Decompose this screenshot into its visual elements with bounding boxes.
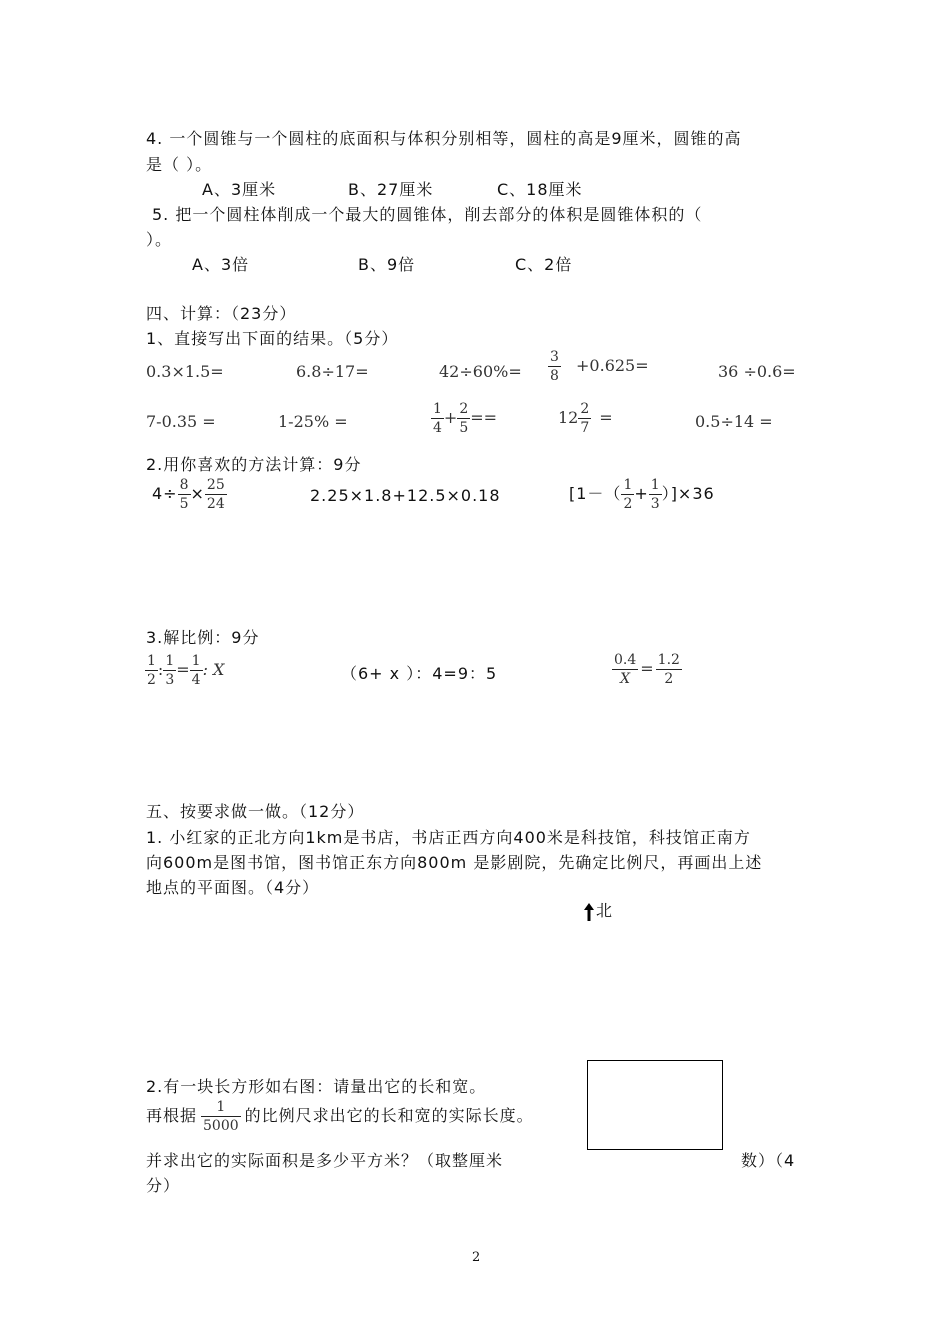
proportion-3: $\frac{0.4}{X}$ = $\frac{1.2}{2}$ [614,652,680,687]
proportion-1: $\frac{1}{2}$ : $\frac{1}{3}$ = $\frac{1}{4}$ : X [147,653,225,688]
section4-sub3: 3.解比例：9分 [146,628,260,647]
proportion-2: （6+ x ）：4=9：5 [341,664,498,683]
q4-option-c: C、18厘米 [497,180,583,199]
sec5-q2-line2: 再根据 $\frac{1}{5000}$ 的比例尺求出它的长和宽的实际长度。 [146,1099,534,1134]
section4-sub1: 1、直接写出下面的结果。（5分） [146,329,399,348]
calc-r2-e5: 0.5÷14 = [695,412,773,431]
calc-r2-e4: 12 $\frac{2}{7}$ = [558,401,613,436]
sec5-q2-line3: 并求出它的实际面积是多少平方米？（取整厘米 [146,1151,504,1170]
calc-r1-e5: 36 ÷0.6= [718,362,796,381]
sec5-q1-line3: 地点的平面图。（4分） [146,878,320,897]
north-indicator [582,898,613,922]
q4-option-b: B、27厘米 [348,180,434,199]
sec5-q2-line4: 分） [146,1176,181,1195]
q5-option-b: B、9倍 [358,255,416,274]
q4-line1: 4. 一个圆锥与一个圆柱的底面积与体积分别相等，圆柱的高是9厘米，圆锥的高 [146,129,742,148]
north-label: 北 [596,901,614,920]
q5-line1: 5. 把一个圆柱体削成一个最大的圆锥体，削去部分的体积是圆锥体积的（ [152,205,703,224]
calc2-expr3: [1－（ $\frac{1}{2}$ + $\frac{1}{3}$ ）]×36 [569,477,715,512]
calc-r1-e2: 6.8÷17= [296,362,369,381]
page-number: 2 [472,1250,481,1265]
sec5-q2-line1: 2.有一块长方形如右图：请量出它的长和宽。 [146,1077,487,1096]
section5-title: 五、按要求做一做。（12分） [146,802,365,821]
calc-r1-e3: 42÷60%= [439,362,522,381]
calc2-expr2: 2.25×1.8+12.5×0.18 [310,486,501,505]
calc-r2-e1: 7-0.35 = [146,412,216,431]
calc-r2-e3: $\frac{1}{4}$ + $\frac{2}{5}$ == [433,401,498,436]
calc2-expr1: 4÷ $\frac{8}{5}$ × $\frac{25}{24}$ [152,477,225,512]
north-arrow-icon [582,902,596,922]
sec5-q1-line1: 1. 小红家的正北方向1km是书店，书店正西方向400米是科技馆，科技馆正南方 [146,828,751,847]
calc-r1-e1: 0.3×1.5= [146,362,224,381]
sec5-q1-line2: 向600m是图书馆，图书馆正东方向800m 是影剧院，先确定比例尺，再画出上述 [146,853,763,872]
q5-option-a: A、3倍 [192,255,250,274]
q5-option-c: C、2倍 [515,255,573,274]
sec5-q2-line3-tail: 数）（4 [741,1151,796,1170]
section4-title: 四、计算：（23分） [146,304,297,323]
q4-line2: 是（ ）。 [146,155,213,174]
q4-option-a: A、3厘米 [202,180,277,199]
calc-r2-e2: 1-25% = [278,412,348,431]
calc-r1-e4: $\frac{3}{8}$ +0.625= [550,349,649,384]
q5-line2: ）。 [146,230,173,249]
section4-sub2: 2.用你喜欢的方法计算：9分 [146,455,362,474]
rectangle-figure [587,1060,723,1150]
